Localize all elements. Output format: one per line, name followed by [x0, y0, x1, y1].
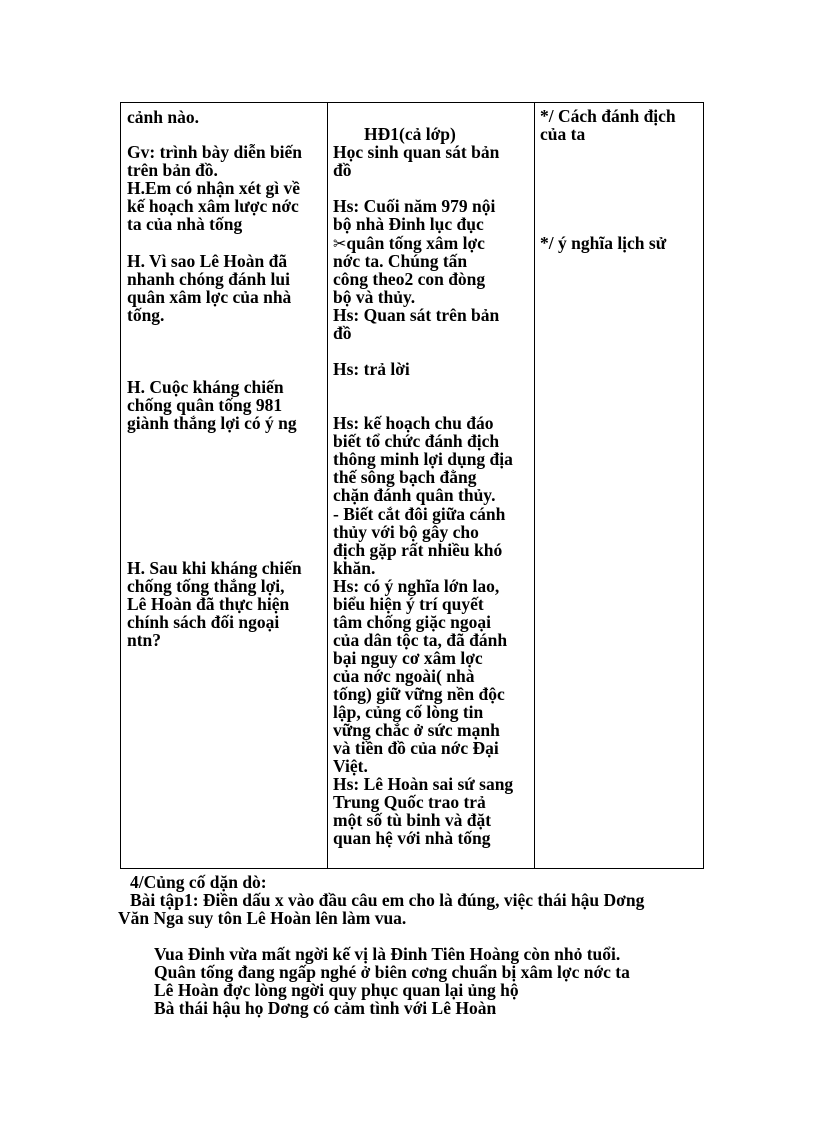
lesson-table: [120, 102, 704, 869]
col1-line: ntn?: [127, 630, 162, 650]
col2-line: một số tù binh và đặt: [333, 810, 492, 830]
col2-line: và tiền đồ của nớc Đại: [333, 738, 499, 758]
col3-line: của ta: [540, 124, 586, 144]
col2-line: thế sông bạch đằng: [333, 467, 477, 487]
col1-line: Gv: trình bày diễn biến: [127, 142, 303, 162]
col2-line: khăn.: [333, 558, 376, 578]
col2-line: đồ: [333, 323, 352, 343]
col1-line: H. Cuộc kháng chiến: [127, 377, 284, 397]
col1-line: chính sách đối ngoại: [127, 612, 280, 632]
answer-option: Vua Đinh vừa mất ngời kế vị là Đinh Tiên Hoàng còn nhỏ tuổi.: [154, 944, 621, 964]
exercise-prompt-line: Bài tập1: Điền dấu x vào đầu câu em cho là đúng, việc thái hậu Dơng: [130, 890, 645, 910]
col2-line: bại nguy cơ xâm lợc: [333, 648, 483, 668]
col2-line: bộ nhà Đinh lục đục: [333, 214, 484, 234]
col1-line: H. Vì sao Lê Hoàn đã: [127, 251, 288, 271]
col2-line: chặn đánh quân thủy.: [333, 485, 496, 505]
col1-line: chống quân tống 981: [127, 395, 283, 415]
col2-line: Hs: có ý nghĩa lớn lao,: [333, 576, 500, 596]
col1-line: quân xâm lợc của nhà: [127, 287, 292, 307]
col2-line: tâm chống giặc ngoại: [333, 612, 491, 632]
col1-line: chống tống thắng lợi,: [127, 576, 285, 596]
col1-line: tống.: [127, 305, 165, 325]
content-column: [534, 103, 703, 868]
exercise-prompt-line: Văn Nga suy tôn Lê Hoàn lên làm vua.: [118, 908, 407, 928]
col2-line: Hs: Quan sát trên bản: [333, 305, 500, 325]
scissors-icon: ✂: [333, 234, 347, 253]
col2-line: của nớc ngoài( nhà: [333, 666, 475, 686]
col3-line: */ Cách đánh địch: [540, 106, 676, 126]
col2-line: Hs: kế hoạch chu đáo: [333, 413, 494, 433]
answer-option: Bà thái hậu họ Dơng có cảm tình với Lê Hoàn: [154, 998, 497, 1018]
col2-line: thông minh lợi dụng địa: [333, 449, 513, 469]
col2-line: vững chắc ở sức mạnh: [333, 720, 500, 740]
col2-line: biểu hiện ý trí quyết: [333, 594, 484, 614]
col2-line: Học sinh quan sát bản: [333, 142, 500, 162]
col2-line: quan hệ với nhà tống: [333, 828, 491, 848]
col1-line: nhanh chóng đánh lui: [127, 269, 290, 289]
col1-line: cảnh nào.: [127, 107, 199, 127]
col1-line: Lê Hoàn đã thực hiện: [127, 594, 290, 614]
col2-line: đồ: [333, 160, 352, 180]
col2-line: biết tổ chức đánh địch: [333, 431, 500, 451]
col2-line: Hs: Lê Hoàn sai sứ sang: [333, 774, 514, 794]
col3-line: */ ý nghĩa lịch sử: [540, 233, 667, 253]
answer-option: Lê Hoàn đợc lòng ngời quy phục quan lại ủng hộ: [154, 980, 519, 1000]
answer-option: Quân tống đang ngấp nghé ở biên cơng chuẩn bị xâm lợc nớc ta: [154, 962, 630, 982]
col2-line: nớc ta. Chúng tấn: [333, 251, 468, 271]
col2-line: Trung Quốc trao trả: [333, 792, 486, 812]
col2-line: thủy với bộ gây cho: [333, 522, 479, 542]
col2-line: địch gặp rất nhiều khó: [333, 540, 503, 560]
col2-line: của dân tộc ta, đã đánh: [333, 630, 508, 650]
col1-line: kế hoạch xâm lược nớc: [127, 196, 299, 216]
col2-line-text: quân tống xâm lợc: [346, 233, 485, 253]
student-column: [327, 103, 535, 868]
col1-line: giành thắng lợi có ý ng: [127, 413, 297, 433]
col2-line: Hs: Cuối năm 979 nội: [333, 196, 496, 216]
col1-line: H.Em có nhận xét gì về: [127, 178, 301, 198]
col2-line: lập, củng cố lòng tin: [333, 702, 484, 722]
col2-line: - Biết cắt đôi giữa cánh: [333, 504, 506, 524]
col1-line: trên bản đồ.: [127, 160, 218, 180]
section-heading: 4/Củng cố dặn dò:: [130, 872, 267, 892]
col2-line: Việt.: [333, 756, 368, 776]
col2-line: Hs: trả lời: [333, 359, 410, 379]
teacher-column: [121, 103, 328, 868]
col1-line: H. Sau khi kháng chiến: [127, 558, 302, 578]
col2-line: công theo2 con đòng: [333, 269, 486, 289]
col2-line: tống) giữ vững nền độc: [333, 684, 505, 704]
activity-heading: HĐ1(cả lớp): [364, 124, 456, 144]
col1-line: ta của nhà tống: [127, 214, 243, 234]
col2-line: bộ và thủy.: [333, 287, 416, 307]
